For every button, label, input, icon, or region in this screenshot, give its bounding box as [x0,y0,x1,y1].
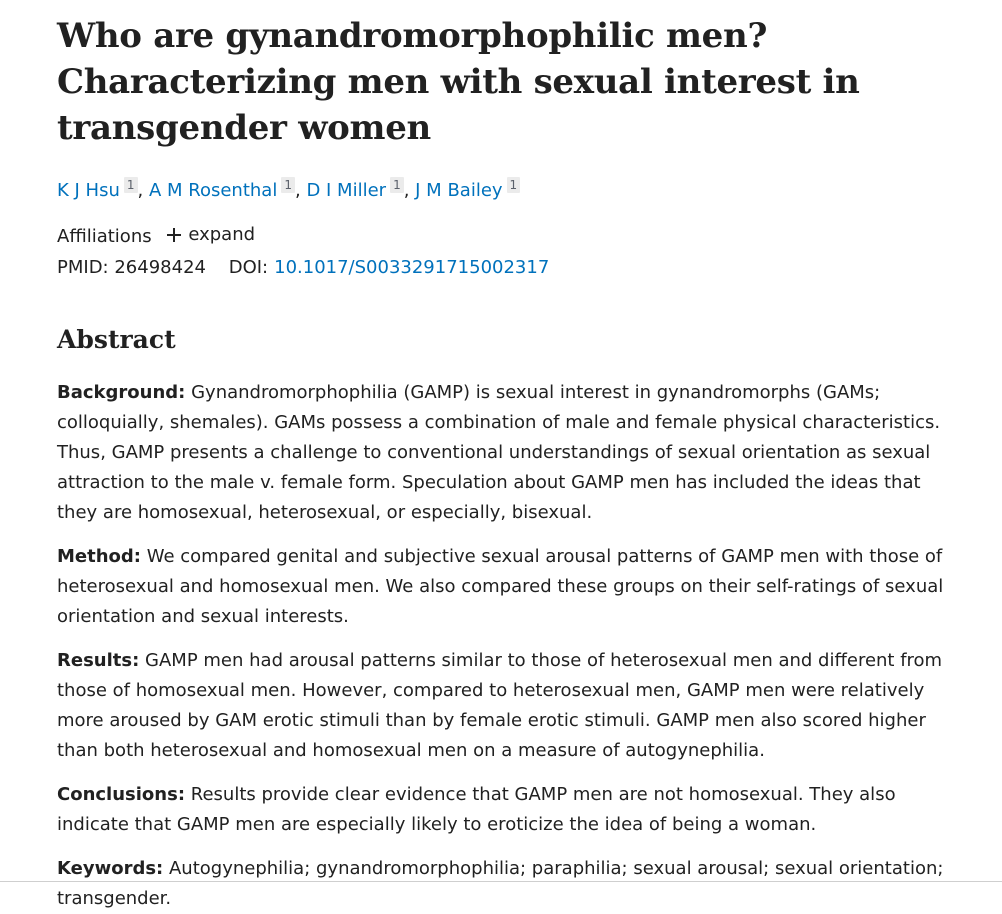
author-separator: , [403,180,416,201]
affiliations-label: Affiliations [57,226,152,247]
author-link-miller[interactable]: D I Miller [306,180,387,201]
affiliations-row [57,222,957,248]
section-label: Background: [57,382,186,403]
expand-label: expand [188,224,256,245]
section-text: Results provide clear evidence that GAMP men are not homosexual. They also indicate that GAMP men are especially likely to eroticize the idea of being a woman. [57,784,896,835]
abstract-conclusions [57,780,957,840]
section-label: Method: [57,546,141,567]
abstract-heading: Abstract [57,325,176,354]
bottom-divider [0,881,1002,882]
author-link-bailey[interactable]: J M Bailey [415,180,503,201]
section-text: Gynandromorphophilia (GAMP) is sexual interest in gynandromorphs (GAMs; colloquially, shemales). GAMs possess a combination of male and female physical characteristics. Thus, GAMP presents a challenge to conventional understandings of sexual orientation as sexual attraction to the male v. female form. Speculation about GAMP men has included the ideas that they are homosexual, heterosexual, or especially, bisexual. [57,382,941,523]
affiliation-marker[interactable]: 1 [390,177,404,193]
article-page [57,0,957,914]
identifiers-row [57,255,957,281]
expand-affiliations-button[interactable] [167,222,255,248]
abstract-results [57,646,957,766]
section-label: Keywords: [57,858,164,879]
author-list [57,177,957,203]
author-separator: , [137,180,149,201]
section-text: We compared genital and subjective sexual arousal patterns of GAMP men with those of heterosexual and homosexual men. We also compared these groups on their self-ratings of sexual orientation and sexual interests. [57,546,944,627]
author-link-rosenthal[interactable]: A M Rosenthal [148,180,278,201]
section-text: Autogynephilia; gynandromorphophilia; paraphilia; sexual arousal; sexual orientation; transgender. [57,858,944,909]
section-label: Conclusions: [57,784,186,805]
doi-link[interactable]: 10.1017/S0033291715002317 [274,257,550,278]
abstract-background [57,378,957,528]
pmid-label: PMID: [57,257,109,278]
author-separator: , [294,180,307,201]
plus-icon [167,228,181,242]
abstract-method [57,542,957,632]
affiliation-marker[interactable]: 1 [507,177,521,193]
author-link-hsu[interactable]: K J Hsu [57,180,120,201]
section-label: Results: [57,650,140,671]
section-text: GAMP men had arousal patterns similar to those of heterosexual men and different from those of homosexual men. However, compared to heterosexual men, GAMP men were relatively more aroused by GAM erotic stimuli than by female erotic stimuli. GAMP men also scored higher than both heterosexual and homosexual men on a measure of autogynephilia. [57,650,943,761]
affiliation-marker[interactable]: 1 [124,177,138,193]
affiliation-marker[interactable]: 1 [281,177,295,193]
pmid-value: 26498424 [114,257,206,278]
abstract-keywords [57,854,957,914]
doi-label: DOI: [228,257,269,278]
article-title: Who are gynandromorphophilic men? Characterizing men with sexual interest in transgender women [57,16,860,148]
